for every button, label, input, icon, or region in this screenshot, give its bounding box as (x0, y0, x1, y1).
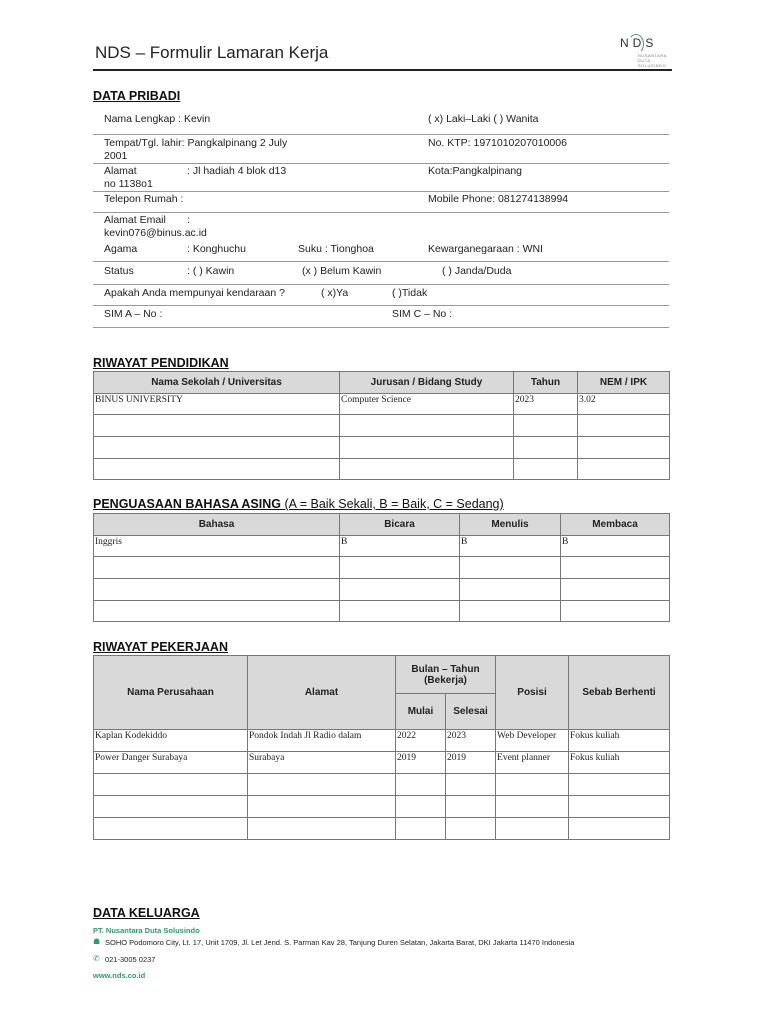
table-row (94, 415, 670, 437)
row-divider (93, 261, 669, 262)
row-divider (93, 212, 669, 213)
email-value: kevin076@binus.ac.id (104, 227, 207, 239)
column-header: Sebab Berhenti (569, 656, 670, 730)
building-icon: ☗ (93, 937, 101, 946)
table-cell (514, 437, 578, 459)
table-cell (569, 774, 670, 796)
table-cell: Inggris (94, 536, 340, 557)
table-cell (460, 557, 561, 579)
table-cell: B (561, 536, 670, 557)
table-cell (94, 818, 248, 840)
section-bahasa-asing (93, 497, 504, 511)
table-cell (496, 774, 569, 796)
bahasa-table (93, 513, 670, 622)
table-cell (94, 437, 340, 459)
alamat-value: : Jl hadiah 4 blok d13 (187, 165, 287, 177)
table-cell (446, 818, 496, 840)
table-cell (514, 415, 578, 437)
column-header: Posisi (496, 656, 569, 730)
column-header: Jurusan / Bidang Study (340, 372, 514, 394)
table-cell: Pondok Indah Jl Radio dalam (248, 730, 396, 752)
table-cell (94, 579, 340, 601)
footer-address: SOHO Podomoro City, Lt. 17, Unit 1709, Jl. Let Jend. S. Parman Kav 28, Tanjung Duren Selatan, Jakarta Barat, DKI Jakarta 11470 Indonesia (105, 938, 575, 947)
footer-company: PT. Nusantara Duta Solusindo (93, 926, 200, 935)
table-cell (340, 459, 514, 480)
table-cell (578, 415, 670, 437)
row-divider (93, 191, 669, 192)
table-cell: Event planner (496, 752, 569, 774)
column-header: Alamat (248, 656, 396, 730)
table-cell: Computer Science (340, 394, 514, 415)
table-row (94, 536, 670, 557)
table-cell (460, 579, 561, 601)
table-cell: Kaplan Kodekiddo (94, 730, 248, 752)
footer-phone: 021-3005 0237 (105, 955, 156, 964)
logo-subtext: NUSANTARA DUTA SOLUSINDO (638, 53, 667, 68)
table-row (94, 557, 670, 579)
column-header: Bulan – Tahun (Bekerja) (396, 656, 496, 694)
table-cell (340, 579, 460, 601)
table-cell (460, 601, 561, 622)
table-cell (396, 796, 446, 818)
gender: ( x) Laki–Laki ( ) Wanita (428, 113, 539, 125)
column-header: Bicara (340, 514, 460, 536)
table-cell (248, 818, 396, 840)
table-cell (569, 796, 670, 818)
table-cell: B (460, 536, 561, 557)
document-title: NDS – Formulir Lamaran Kerja (95, 43, 329, 62)
table-row (94, 818, 670, 840)
kendaraan-ya: ( x)Ya (321, 287, 349, 299)
table-row (94, 579, 670, 601)
table-row (94, 394, 670, 415)
table-cell (94, 557, 340, 579)
footer-website-link[interactable]: www.nds.co.id (93, 971, 146, 980)
no-ktp: No. KTP: 1971010207010006 (428, 137, 567, 149)
column-header: NEM / IPK (578, 372, 670, 394)
kendaraan-tidak: ( )Tidak (392, 287, 428, 299)
table-cell: 2019 (396, 752, 446, 774)
row-divider (93, 305, 669, 306)
table-row (94, 752, 670, 774)
table-row (94, 601, 670, 622)
table-cell: Power Danger Surabaya (94, 752, 248, 774)
tempat-tgl-lahir: Tempat/Tgl. lahir: Pangkalpinang 2 July (104, 137, 288, 149)
status-belum-kawin: (x ) Belum Kawin (302, 265, 382, 277)
table-row (94, 459, 670, 480)
table-cell (94, 774, 248, 796)
pendidikan-table (93, 371, 670, 480)
nama-lengkap: Nama Lengkap : Kevin (104, 113, 211, 125)
mobile-phone: Mobile Phone: 081274138994 (428, 193, 569, 205)
table-cell (496, 796, 569, 818)
tgl-lahir-year: 2001 (104, 150, 128, 162)
table-cell (94, 415, 340, 437)
table-cell (561, 579, 670, 601)
table-cell: 2019 (446, 752, 496, 774)
agama-value: : Konghuchu (187, 243, 246, 255)
alamat-line2: no 1138o1 (104, 178, 153, 190)
column-header: Membaca (561, 514, 670, 536)
table-cell (396, 818, 446, 840)
table-cell (514, 459, 578, 480)
status-kawin: : ( ) Kawin (187, 265, 235, 277)
table-cell: 3.02 (578, 394, 670, 415)
table-cell: 2023 (446, 730, 496, 752)
agama-label: Agama (104, 243, 138, 255)
table-cell (248, 774, 396, 796)
sim-a: SIM A – No : (104, 308, 163, 320)
row-divider (93, 284, 669, 285)
company-logo (616, 32, 672, 72)
column-header: Selesai (446, 694, 496, 730)
row-divider (93, 163, 669, 164)
column-header: Nama Sekolah / Universitas (94, 372, 340, 394)
alamat-label: Alamat (104, 165, 137, 177)
column-header: Nama Perusahaan (94, 656, 248, 730)
header-rule (93, 69, 672, 71)
table-row (94, 437, 670, 459)
table-cell: Surabaya (248, 752, 396, 774)
phone-icon: ✆ (93, 954, 100, 963)
table-row (94, 796, 670, 818)
table-cell (340, 557, 460, 579)
email-colon: : (187, 214, 190, 226)
table-cell (396, 774, 446, 796)
table-cell (561, 557, 670, 579)
sim-c: SIM C – No : (392, 308, 453, 320)
table-cell (446, 774, 496, 796)
column-header: Menulis (460, 514, 561, 536)
table-cell (94, 796, 248, 818)
column-header: Bahasa (94, 514, 340, 536)
table-cell: 2023 (514, 394, 578, 415)
email-label: Alamat Email (104, 214, 166, 226)
pekerjaan-table (93, 655, 670, 840)
table-cell: Fokus kuliah (569, 730, 670, 752)
table-cell (446, 796, 496, 818)
table-cell (496, 818, 569, 840)
status-label: Status (104, 265, 134, 277)
table-cell (340, 601, 460, 622)
table-row (94, 730, 670, 752)
column-header: Mulai (396, 694, 446, 730)
table-cell: Fokus kuliah (569, 752, 670, 774)
table-cell (94, 601, 340, 622)
status-janda-duda: ( ) Janda/Duda (442, 265, 512, 277)
table-row (94, 774, 670, 796)
table-cell (340, 437, 514, 459)
logo-text: NDS (620, 36, 658, 50)
table-cell (569, 818, 670, 840)
row-divider (93, 327, 669, 328)
kendaraan-question: Apakah Anda mempunyai kendaraan ? (104, 287, 285, 299)
table-cell: BINUS UNIVERSITY (94, 394, 340, 415)
table-cell (578, 437, 670, 459)
telepon-rumah: Telepon Rumah : (104, 193, 184, 205)
table-cell: B (340, 536, 460, 557)
section-riwayat-pendidikan: RIWAYAT PENDIDIKAN (93, 356, 229, 370)
table-cell: 2022 (396, 730, 446, 752)
kota: Kota:Pangkalpinang (428, 165, 522, 177)
bahasa-legend-note: (A = Baik Sekali, B = Baik, C = Sedang) (280, 497, 504, 511)
column-header: Tahun (514, 372, 578, 394)
suku: Suku : Tionghoa (298, 243, 374, 255)
table-cell (340, 415, 514, 437)
bahasa-heading-text: PENGUASAAN BAHASA ASING (93, 497, 281, 511)
table-cell (578, 459, 670, 480)
table-cell: Web Developer (496, 730, 569, 752)
section-riwayat-pekerjaan: RIWAYAT PEKERJAAN (93, 640, 228, 654)
row-divider (93, 134, 669, 135)
table-cell (561, 601, 670, 622)
section-data-pribadi: DATA PRIBADI (93, 89, 181, 103)
section-data-keluarga: DATA KELUARGA (93, 906, 200, 920)
table-cell (248, 796, 396, 818)
table-cell (94, 459, 340, 480)
kewarganegaraan: Kewarganegaraan : WNI (428, 243, 543, 255)
